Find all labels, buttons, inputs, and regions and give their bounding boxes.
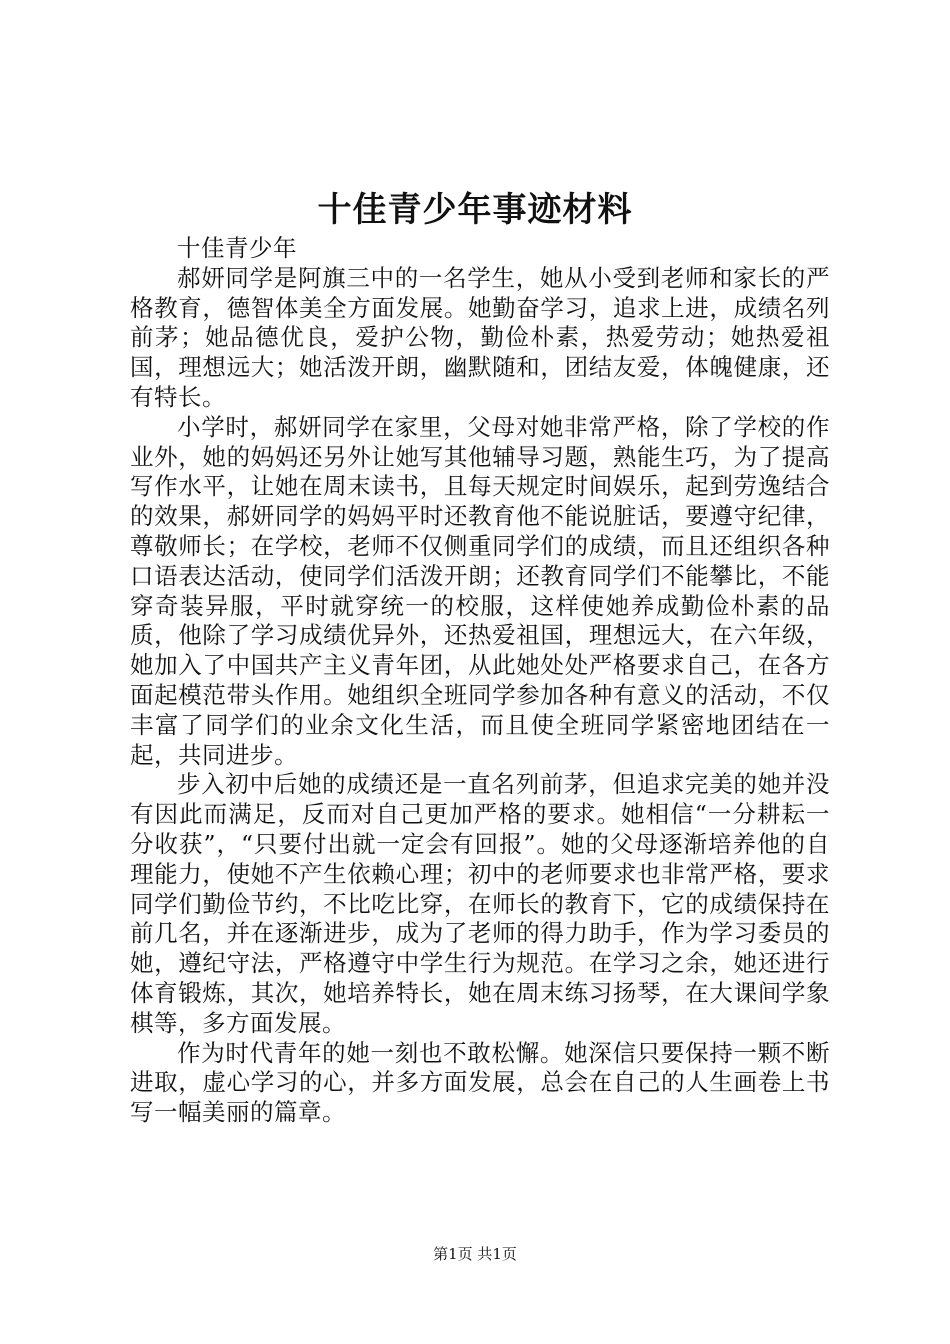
paragraph-conclusion: 作为时代青年的她一刻也不敢松懈。她深信只要保持一颗不断进取，虚心学习的心，并多方面发展，总会在自己的人生画卷上书写一幅美丽的篇章。 — [130, 1038, 830, 1127]
paragraph-intro: 郝妍同学是阿旗三中的一名学生，她从小受到老师和家长的严格教育，德智体美全方面发展。她勤奋学习，追求上进，成绩名列前茅；她品德优良，爱护公物，勤俭朴素，热爱劳动；她热爱祖国，理想远大；她活泼开朗，幽默随和，团结友爱，体魄健康，还有特长。 — [130, 263, 830, 411]
paragraph-primary-school: 小学时，郝妍同学在家里，父母对她非常严格，除了学校的作业外，她的妈妈还另外让她写其他辅导习题，熟能生巧，为了提高写作水平，让她在周末读书，且每天规定时间娱乐，起到劳逸结合的效果，郝妍同学的妈妈平时还教育他不能说脏话，要遵守纪律，尊敬师长；在学校，老师不仅侧重同学们的成绩，而且还组织各种口语表达活动，使同学们活泼开朗；还教育同学们不能攀比，不能穿奇装异服，平时就穿统一的校服，这样使她养成勤俭朴素的品质，他除了学习成绩优异外，还热爱祖国，理想远大，在六年级，她加入了中国共产主义青年团，从此她处处严格要求自己，在各方面起模范带头作用。她组织全班同学参加各种有意义的活动，不仅丰富了同学们的业余文化生活，而且使全班同学紧密地团结在一起，共同进步。 — [130, 412, 830, 769]
page-number-footer: 第1页 共1页 — [433, 1245, 517, 1263]
document-body — [130, 234, 830, 1128]
paragraph-subtitle: 十佳青少年 — [177, 234, 297, 262]
paragraph-middle-school: 步入初中后她的成绩还是一直名列前茅，但追求完美的她并没有因此而满足，反而对自己更加严格的要求。她相信“一分耕耘一分收获”，“只要付出就一定会有回报”。她的父母逐渐培养他的自理能力，使她不产生依赖心理；初中的老师要求也非常严格，要求同学们勤俭节约，不比吃比穿，在师长的教育下，它的成绩保持在前几名，并在逐渐进步，成为了老师的得力助手，作为学习委员的她，遵纪守法，严格遵守中学生行为规范。在学习之余，她还进行体育锻炼，其次，她培养特长，她在周末练习扬琴，在大课间学象棋等，多方面发展。 — [130, 770, 830, 1037]
document-title: 十佳青少年事迹材料 — [317, 190, 633, 230]
